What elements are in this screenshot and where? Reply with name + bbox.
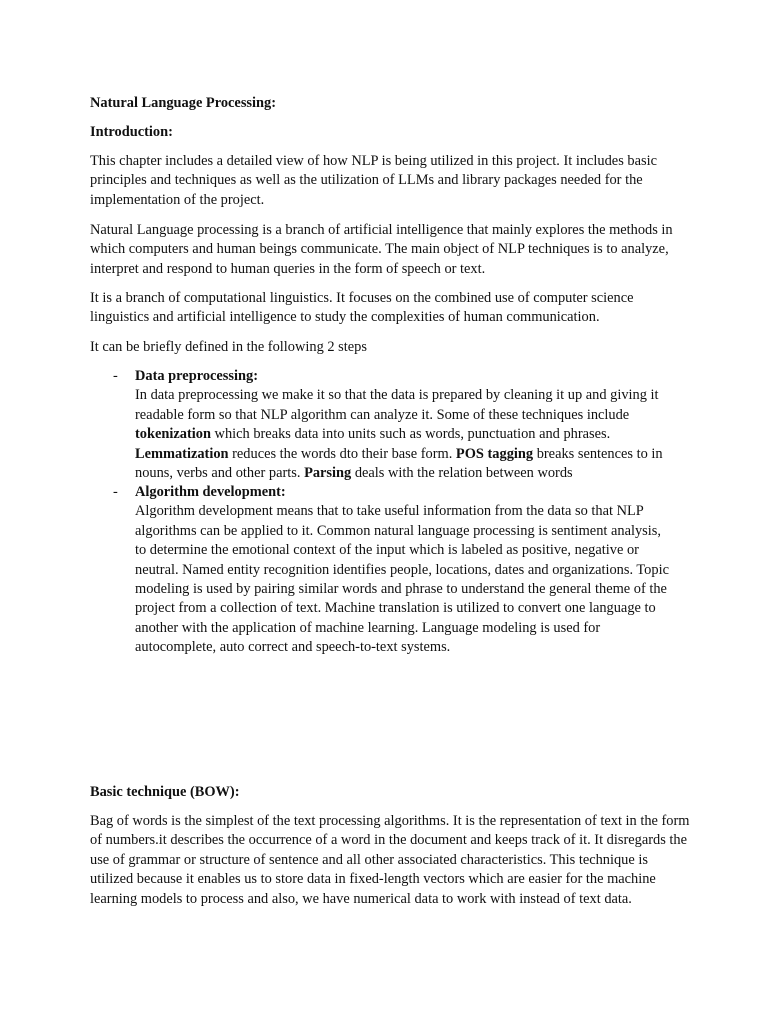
bold-term: Parsing [304, 465, 352, 482]
text-run: breaks sentences to in nouns, verbs and other parts. [135, 445, 663, 482]
list-item-data-preprocessing [113, 367, 673, 483]
bow-paragraph: Bag of words is the simplest of the text processing algorithms. It is the representation of text in the form of numbers.it describes the occurrence of a word in the document and keeps track of it. It disregards the use of grammar or structure of sentence and all other associated characteristics. This technique is utilized because it enables us to store data in fixed-length vectors which are easier for the machine learning models to process and also, we have numerical data to work with instead of text data. [90, 813, 690, 907]
step-text [135, 386, 673, 483]
step-text [135, 502, 673, 657]
bold-term: Lemmatization [135, 445, 229, 462]
text-run: Algorithm development means that to take useful information from the data so that NLP algorithms can be applied to it. Common natural language processing is sentiment analysis, to determine the emotional context of the input which is labeled as positive, negative or neutral. Named entity recognition identifies people, locations, dates and organizations. Topic modeling is used by pairing similar words and phrase to understand the general theme of the project from a collection of text. Machine translation is utilized to convert one language to another with the application of machine learning. Language modeling is used for autocomplete, auto correct and speech-to-text systems. [135, 503, 669, 656]
list-bullet: - [113, 368, 118, 384]
bold-term: tokenization [135, 426, 211, 443]
intro-paragraph-1: This chapter includes a detailed view of how NLP is being utilized in this project. It includes basic principles and techniques as well as the utilization of LLMs and library packages needed for the implementation of the project. [90, 153, 657, 208]
document-title: Natural Language Processing: [90, 95, 277, 111]
text-run: deals with the relation between words [351, 465, 573, 482]
text-run: reduces the words dto their base form. [228, 445, 456, 462]
bold-term: POS tagging [455, 445, 534, 462]
text-run: In data preprocessing we make it so that the data is prepared by cleaning it up and giving it readable form so that NLP algorithm can analyze it. Some of these techniques include [135, 387, 659, 423]
introduction-heading: Introduction: [90, 124, 173, 140]
step-title: Data preprocessing: [135, 368, 258, 384]
text-run: which breaks data into units such as words, punctuation and phrases. [210, 426, 611, 443]
intro-paragraph-3: It is a branch of computational linguistics. It focuses on the combined use of computer science linguistics and artificial intelligence to study the complexities of human communication. [90, 290, 634, 326]
intro-paragraph-4: It can be briefly defined in the following 2 steps [90, 339, 367, 355]
intro-paragraph-2: Natural Language processing is a branch of artificial intelligence that mainly explores the methods in which computers and human beings communicate. The main object of NLP techniques is to analyze, interpret and respond to human queries in the form of speech or text. [90, 222, 673, 277]
step-title: Algorithm development: [135, 484, 286, 500]
bow-heading: Basic technique (BOW): [90, 784, 240, 800]
list-bullet: - [113, 484, 118, 500]
list-item-algorithm-development [113, 483, 673, 658]
